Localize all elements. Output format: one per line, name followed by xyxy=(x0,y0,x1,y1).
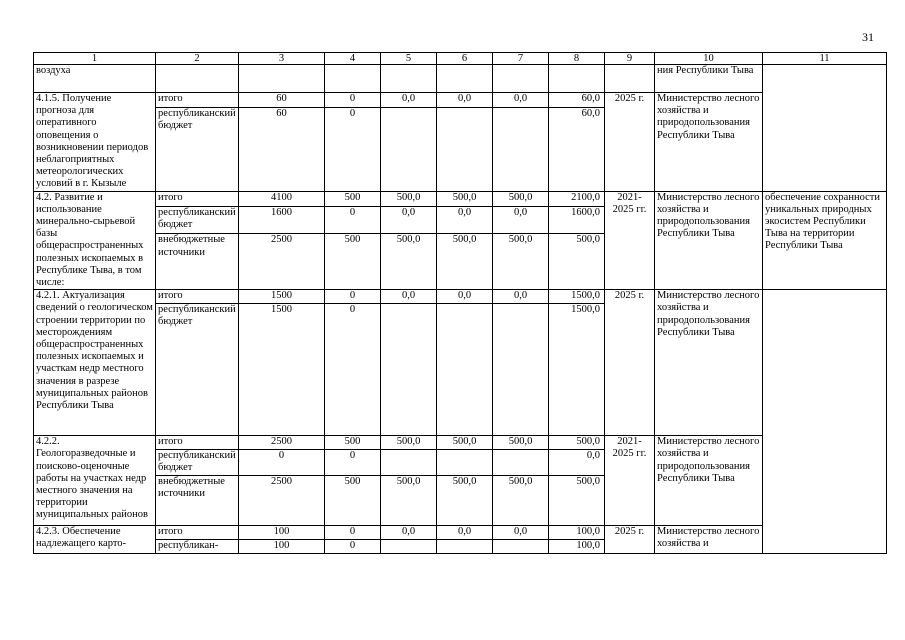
col-header: 4 xyxy=(325,53,381,65)
source: республиканский бюджет xyxy=(156,450,239,476)
executor: Министерство лесного хозяйства и природопользования Республики Тыва xyxy=(655,191,763,290)
value-cell xyxy=(437,107,493,191)
value-cell: 0 xyxy=(325,206,381,234)
value-cell: 0 xyxy=(325,526,381,540)
source: республиканский бюджет xyxy=(156,206,239,234)
value-cell: 2500 xyxy=(239,476,325,526)
executor: Министерство лесного хозяйства и природопользования Республики Тыва xyxy=(655,436,763,526)
table-row xyxy=(34,290,887,304)
value-cell: 500,0 xyxy=(493,191,549,206)
value-cell xyxy=(493,304,549,436)
source: итого xyxy=(156,191,239,206)
value-cell: 0 xyxy=(325,107,381,191)
value-cell: 0,0 xyxy=(437,290,493,304)
value-cell: 0,0 xyxy=(381,206,437,234)
executor: ния Республики Тыва xyxy=(655,65,763,93)
value-cell xyxy=(493,450,549,476)
value-cell: 500 xyxy=(325,476,381,526)
col-header: 7 xyxy=(493,53,549,65)
result-cell xyxy=(763,65,887,192)
value-cell xyxy=(437,304,493,436)
col-header: 8 xyxy=(549,53,605,65)
value-cell xyxy=(381,107,437,191)
term: 2025 г. xyxy=(605,93,655,192)
value-cell: 100,0 xyxy=(549,540,605,554)
value-cell: 500,0 xyxy=(381,191,437,206)
col-header: 1 xyxy=(34,53,156,65)
source: внебюджетные источники xyxy=(156,234,239,290)
value-cell: 0 xyxy=(325,540,381,554)
value-cell xyxy=(381,450,437,476)
table-row xyxy=(34,436,887,450)
value-cell: 60,0 xyxy=(549,93,605,108)
value-cell: 0 xyxy=(239,450,325,476)
value-cell: 2500 xyxy=(239,234,325,290)
value-cell: 500,0 xyxy=(493,436,549,450)
value-cell: 500,0 xyxy=(381,476,437,526)
item-name: 4.2.3. Обеспечение надлежащего карто- xyxy=(34,526,156,554)
value-cell: 0,0 xyxy=(437,93,493,108)
value-cell: 500,0 xyxy=(437,191,493,206)
value-cell: 500,0 xyxy=(549,476,605,526)
source: итого xyxy=(156,526,239,540)
value-cell: 0 xyxy=(325,304,381,436)
expected-result: обеспечение сохранности уникальных природных экосистем Республики Тыва на территории Республики Тыва xyxy=(763,191,887,290)
term: 2025 г. xyxy=(605,290,655,436)
value-cell: 0,0 xyxy=(381,290,437,304)
value-cell: 0,0 xyxy=(493,290,549,304)
value-cell: 500,0 xyxy=(437,436,493,450)
col-header: 6 xyxy=(437,53,493,65)
table-row xyxy=(34,191,887,206)
value-cell xyxy=(493,540,549,554)
source: республиканский бюджет xyxy=(156,107,239,191)
value-cell: 1500 xyxy=(239,304,325,436)
item-name: 4.2.2. Геологоразведочные и поисково-оценочные работы на участках недр местного значения на территории муниципальных районов xyxy=(34,436,156,526)
col-header: 5 xyxy=(381,53,437,65)
table-row xyxy=(34,526,887,540)
value-cell: 500,0 xyxy=(437,476,493,526)
value-cell: 60 xyxy=(239,107,325,191)
value-cell: 0,0 xyxy=(493,206,549,234)
item-name: 4.1.5. Получение прогноза для оперативного оповещения о возникновении периодов неблагоприятных метеорологических условий в г. Кызыле xyxy=(34,93,156,192)
value-cell xyxy=(437,450,493,476)
item-name: воздуха xyxy=(34,65,156,93)
value-cell xyxy=(381,304,437,436)
value-cell: 4100 xyxy=(239,191,325,206)
value-cell: 1600,0 xyxy=(549,206,605,234)
value-cell: 500,0 xyxy=(549,436,605,450)
value-cell: 500,0 xyxy=(493,476,549,526)
col-header: 10 xyxy=(655,53,763,65)
value-cell: 60,0 xyxy=(549,107,605,191)
value-cell xyxy=(437,540,493,554)
value-cell: 500,0 xyxy=(381,234,437,290)
program-table xyxy=(33,52,887,554)
value-cell: 500 xyxy=(325,191,381,206)
value-cell: 0,0 xyxy=(549,450,605,476)
value-cell: 0,0 xyxy=(381,526,437,540)
value-cell: 2100,0 xyxy=(549,191,605,206)
value-cell: 0,0 xyxy=(381,93,437,108)
source: итого xyxy=(156,290,239,304)
value-cell: 0,0 xyxy=(493,93,549,108)
table-row xyxy=(34,93,887,108)
value-cell xyxy=(493,107,549,191)
value-cell: 60 xyxy=(239,93,325,108)
item-name: 4.2.1. Актуализация сведений о геологическом строении территории по месторождениям общераспространенных полезных ископаемых и участкам недр местного значения в разрезе муниципальных районов Республики Тыва xyxy=(34,290,156,436)
col-header: 9 xyxy=(605,53,655,65)
value-cell: 500,0 xyxy=(549,234,605,290)
value-cell xyxy=(381,540,437,554)
result-cell xyxy=(763,290,887,554)
value-cell: 1600 xyxy=(239,206,325,234)
value-cell: 500,0 xyxy=(437,234,493,290)
term: 2021-2025 гг. xyxy=(605,436,655,526)
value-cell: 0 xyxy=(325,93,381,108)
value-cell: 100,0 xyxy=(549,526,605,540)
value-cell: 500,0 xyxy=(493,234,549,290)
executor: Министерство лесного хозяйства и природопользования Республики Тыва xyxy=(655,290,763,436)
value-cell: 2500 xyxy=(239,436,325,450)
page-number: 31 xyxy=(862,30,874,44)
item-name: 4.2. Развитие и использование минерально-сырьевой базы общераспространенных полезных ископаемых в Республике Тыва, в том числе: xyxy=(34,191,156,290)
source: республикан- xyxy=(156,540,239,554)
value-cell: 500 xyxy=(325,234,381,290)
value-cell: 100 xyxy=(239,540,325,554)
col-header: 3 xyxy=(239,53,325,65)
value-cell: 500 xyxy=(325,436,381,450)
source: республиканский бюджет xyxy=(156,304,239,436)
header-row xyxy=(34,53,887,65)
executor: Министерство лесного хозяйства и природопользования Республики Тыва xyxy=(655,93,763,192)
value-cell: 0 xyxy=(325,450,381,476)
value-cell: 1500 xyxy=(239,290,325,304)
value-cell: 1500,0 xyxy=(549,304,605,436)
source: внебюджетные источники xyxy=(156,476,239,526)
value-cell: 1500,0 xyxy=(549,290,605,304)
table-row xyxy=(34,65,887,93)
term: 2025 г. xyxy=(605,526,655,554)
executor: Министерство лесного хозяйства и xyxy=(655,526,763,554)
value-cell: 100 xyxy=(239,526,325,540)
value-cell: 0,0 xyxy=(493,526,549,540)
value-cell: 500,0 xyxy=(381,436,437,450)
col-header: 11 xyxy=(763,53,887,65)
value-cell: 0,0 xyxy=(437,206,493,234)
col-header: 2 xyxy=(156,53,239,65)
value-cell: 0 xyxy=(325,290,381,304)
source: итого xyxy=(156,93,239,108)
value-cell: 0,0 xyxy=(437,526,493,540)
source: итого xyxy=(156,436,239,450)
term: 2021-2025 гг. xyxy=(605,191,655,290)
